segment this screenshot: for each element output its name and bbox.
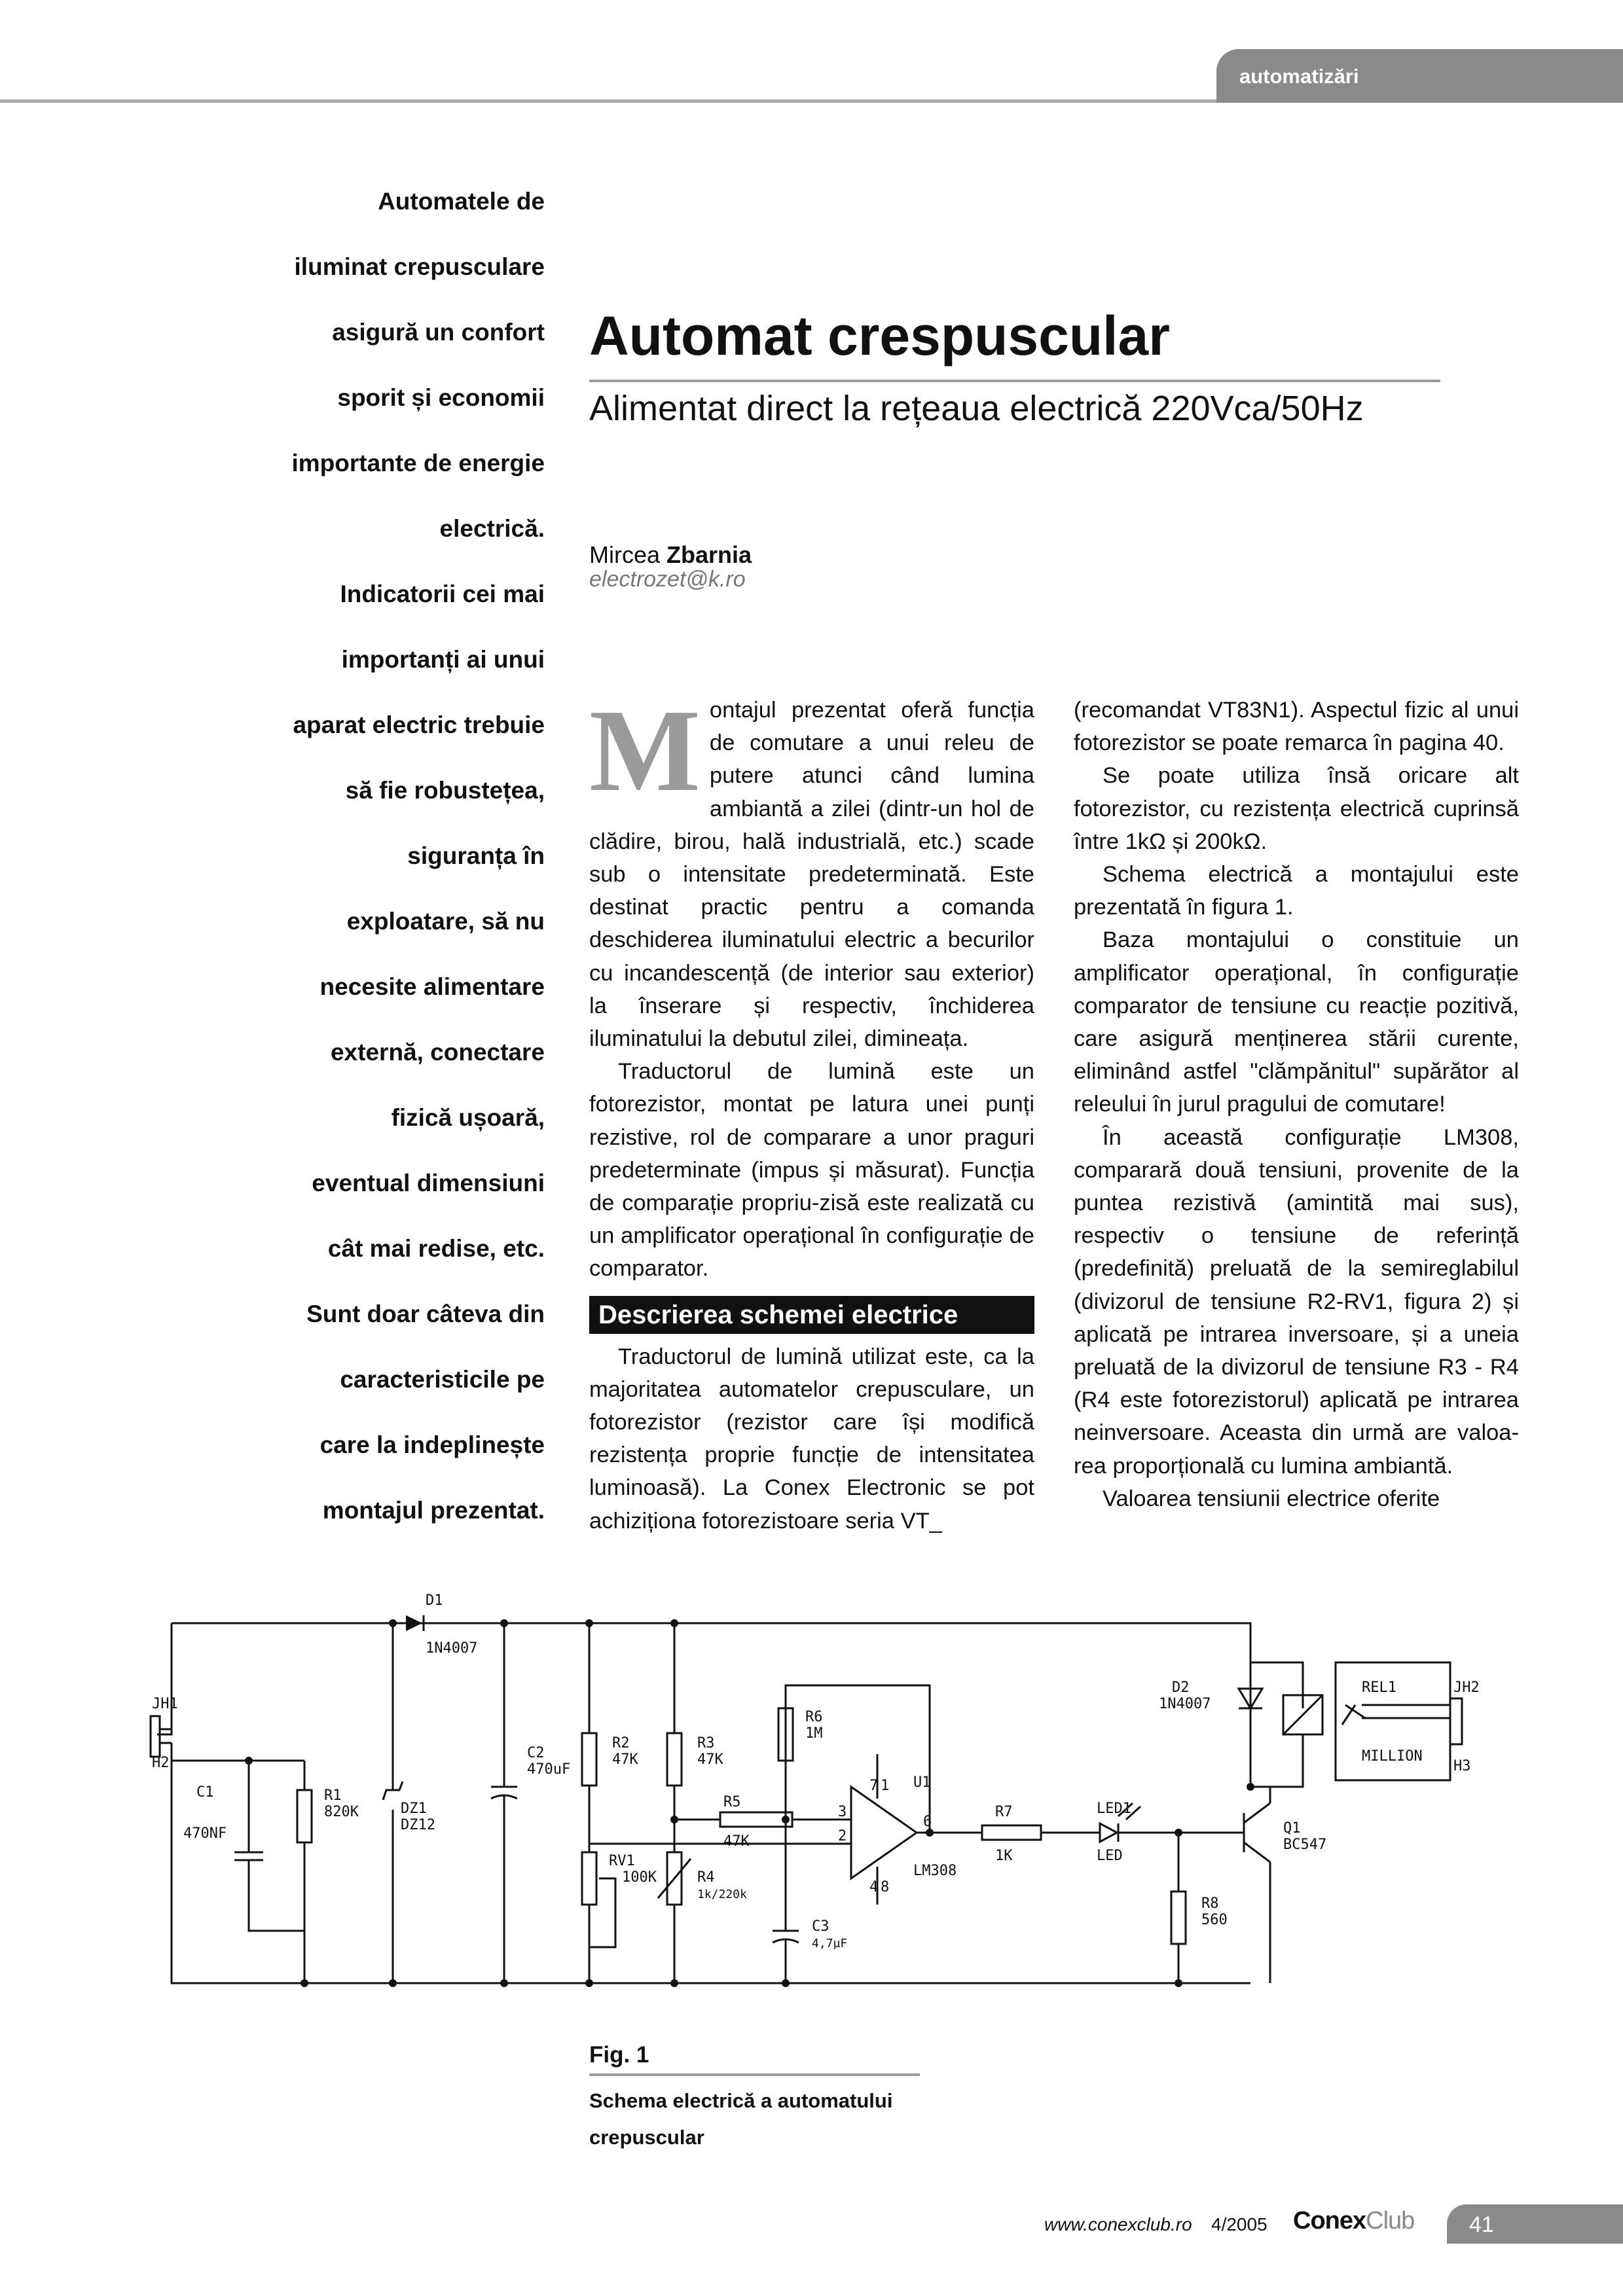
label-LED1: LED1 [1097, 1801, 1131, 1817]
figure-label: Fig. 1 [589, 2042, 649, 2068]
sidebar-line: exploatare, să nu [346, 908, 545, 935]
label-D2v: 1N4007 [1159, 1696, 1211, 1712]
page-number-tab [1447, 2204, 1623, 2244]
label-H2: H2 [152, 1755, 170, 1771]
paragraph: În această configurație LM308, comparară două tensiuni, provenite de la puntea rezistivă (amintită mai sus), respectiv o tensiune de referință (predefinită) preluată de la semireglabilul (divizorul de tensiune R2-RV1, figura 2) și aplicată pe intrarea inversoare, și a uneia preluată de la divizorul de tensiune R3 - R4 (R4 este fotorezistorul) aplicată pe intrarea neinversoare. Aceasta din urmă are valoa-rea proporțională cu lumina ambiantă. [1074, 1124, 1519, 1479]
sidebar-line: Indicatorii cei mai [340, 581, 545, 607]
label-pin1: 1 [881, 1778, 890, 1794]
label-C2v: 470uF [527, 1761, 571, 1778]
label-H3: H3 [1453, 1758, 1471, 1774]
label-R3: R3 [697, 1735, 715, 1751]
label-D1v: 1N4007 [426, 1640, 478, 1657]
label-pin6: 6 [923, 1814, 932, 1830]
label-Q1v: BC547 [1283, 1837, 1327, 1853]
label-DZ1: DZ1 [401, 1801, 427, 1817]
paragraph: Traductorul de lumină este un fotorezistor, montat pe latura unei punți rezistive, rol de comparare a unor praguri predeterminate (impus și măsurat). Funcția de comparație propriu-zisă este realizată cu un amplificator operațional în configurație de comparator. [589, 1059, 1034, 1282]
label-R2: R2 [612, 1735, 630, 1751]
paragraph: Montajul prezentat oferă funcția de comutare a unui releu de putere atunci când lumina ambiantă a zilei (dintr-un hol de clădire, birou, hală industrială, etc.) scade sub o intensitate predeterminată. Este destinat practic pentru a comanda deschiderea iluminatului electric a becurilor cu incandescență (de interior sau exterior) la înserare și respectiv, închiderea iluminatului la debutul zilei, dimineața. [589, 685, 1034, 1052]
sidebar-line: caracteristicile pe [340, 1366, 545, 1393]
label-R3v: 47K [697, 1751, 723, 1768]
label-JH2: JH2 [1453, 1679, 1480, 1696]
label-JH1: JH1 [152, 1696, 178, 1712]
label-R7v: 1K [995, 1848, 1013, 1864]
article-subtitle: Alimentat direct la rețeaua electrică 220Vca/50Hz [589, 389, 1364, 428]
label-C1v: 470NF [183, 1825, 227, 1842]
label-DZ1v: DZ12 [401, 1817, 435, 1833]
label-C1: C1 [196, 1784, 214, 1801]
page-number: 41 [1469, 2212, 1494, 2237]
sidebar-line: aparat electric trebuie [293, 711, 545, 738]
label-R4v: 1k/220k [697, 1888, 747, 1901]
paragraph: Baza montajului o constituie un amplificator operațional, în configurație comparator de tensiune cu reacție pozitivă, care asigură menținerea stării curente, eliminând astfel "clămpănitul" supărător al releului în jurul pragului de comutare! [1074, 927, 1519, 1117]
label-pin7: 7 [869, 1778, 879, 1794]
label-R5v: 47K [723, 1833, 750, 1850]
section-tab [1216, 49, 1623, 103]
body-column-2 [1074, 694, 1519, 1515]
section-label: automatizări [1239, 65, 1359, 88]
conexclub-logo: ConexClub [1293, 2207, 1415, 2234]
sidebar-line: eventual dimensiuni [312, 1170, 545, 1196]
sidebar-line: să fie robustețea, [345, 777, 545, 804]
sidebar-line: montajul prezentat. [322, 1497, 545, 1524]
figure-rule [589, 2073, 920, 2076]
article-title: Automat crespuscular [589, 305, 1170, 367]
author-name [589, 541, 752, 569]
label-C3v: 4,7µF [812, 1937, 848, 1950]
dropcap: M [589, 685, 701, 816]
figure-caption [589, 2083, 956, 2156]
label-pin3: 3 [838, 1804, 847, 1820]
label-R1v: 820K [324, 1804, 359, 1820]
author-first: Mircea [589, 541, 661, 568]
section-heading: Descrierea schemei electrice [589, 1296, 1034, 1334]
sidebar-line: siguranța în [407, 842, 545, 869]
label-R2v: 47K [612, 1751, 638, 1768]
label-pin2: 2 [838, 1828, 847, 1844]
sidebar-line: care la indeplinește [319, 1431, 545, 1458]
paragraph: (recomandat VT83N1). Aspectul fizic al unui fotorezistor se poate remarca în pagina 40. [1074, 698, 1519, 756]
sidebar-line: asigură un confort [332, 319, 545, 346]
label-pin4: 4 [869, 1879, 879, 1895]
label-U1: U1 [913, 1774, 931, 1791]
sidebar-line: importanți ai unui [341, 646, 545, 673]
label-LEDv: LED [1097, 1848, 1123, 1864]
footer-issue: 4/2005 [1211, 2214, 1267, 2234]
label-Q1: Q1 [1283, 1820, 1301, 1837]
label-RV1v: 100K [622, 1869, 657, 1886]
sidebar-line: iluminat crepusculare [294, 253, 545, 280]
label-R8v: 560 [1201, 1912, 1228, 1928]
label-D2: D2 [1172, 1679, 1190, 1696]
label-REL1: REL1 [1362, 1679, 1396, 1696]
author-email: electrozet@k.ro [589, 567, 746, 592]
label-pin8: 8 [881, 1879, 890, 1895]
label-R6: R6 [805, 1709, 823, 1725]
paragraph: Traductorul de lumină utilizat este, ca la majoritatea automatelor crepusculare, un fotorezistor (rezistor care își modifică rezistența proprie funcție de intensitatea luminoasă). La Conex Electronic se pot achiziționa fotorezistoare seria VT_ [589, 1344, 1034, 1534]
label-R4: R4 [697, 1869, 715, 1886]
title-rule [589, 380, 1440, 382]
body-column-1 [589, 685, 1034, 1537]
sidebar-line: sporit și economii [337, 384, 545, 411]
label-C2: C2 [527, 1745, 545, 1761]
caption-line: Schema electrică a automatului [589, 2089, 893, 2112]
paragraph: Se poate utiliza însă oricare alt fotorezistor, cu rezistența electrică cuprinsă între 1kΩ și 200kΩ. [1074, 763, 1519, 854]
sidebar-line: Sunt doar câteva din [306, 1300, 545, 1327]
sidebar-summary [131, 169, 545, 1543]
label-R7: R7 [995, 1804, 1013, 1820]
label-RV1: RV1 [609, 1853, 635, 1869]
label-R8: R8 [1201, 1895, 1219, 1912]
caption-line: crepuscular [589, 2126, 704, 2149]
sidebar-line: cât mai redise, etc. [327, 1235, 545, 1262]
label-U1v: LM308 [913, 1863, 957, 1879]
sidebar-line: necesite alimentare [319, 973, 545, 1000]
paragraph: Valoarea tensiunii electrice oferite [1103, 1486, 1440, 1511]
label-R1: R1 [324, 1787, 342, 1804]
circuit-schematic [131, 1590, 1493, 2022]
paragraph: Schema electrică a montajului este prezentată în figura 1. [1074, 862, 1519, 920]
label-R6v: 1M [805, 1725, 823, 1742]
label-C3: C3 [812, 1918, 830, 1935]
sidebar-line: externă, conectare [330, 1039, 545, 1066]
sidebar-line: importante de energie [291, 450, 545, 476]
sidebar-line: fizică ușoară, [391, 1104, 545, 1131]
footer-url[interactable]: www.conexclub.ro [1044, 2214, 1192, 2234]
sidebar-line: Automatele de [378, 188, 545, 215]
label-R5: R5 [723, 1794, 741, 1810]
author-last: Zbarnia [666, 541, 752, 568]
label-D1: D1 [426, 1592, 443, 1609]
label-RELv: MILLION [1362, 1748, 1423, 1765]
sidebar-line: electrică. [439, 515, 545, 542]
